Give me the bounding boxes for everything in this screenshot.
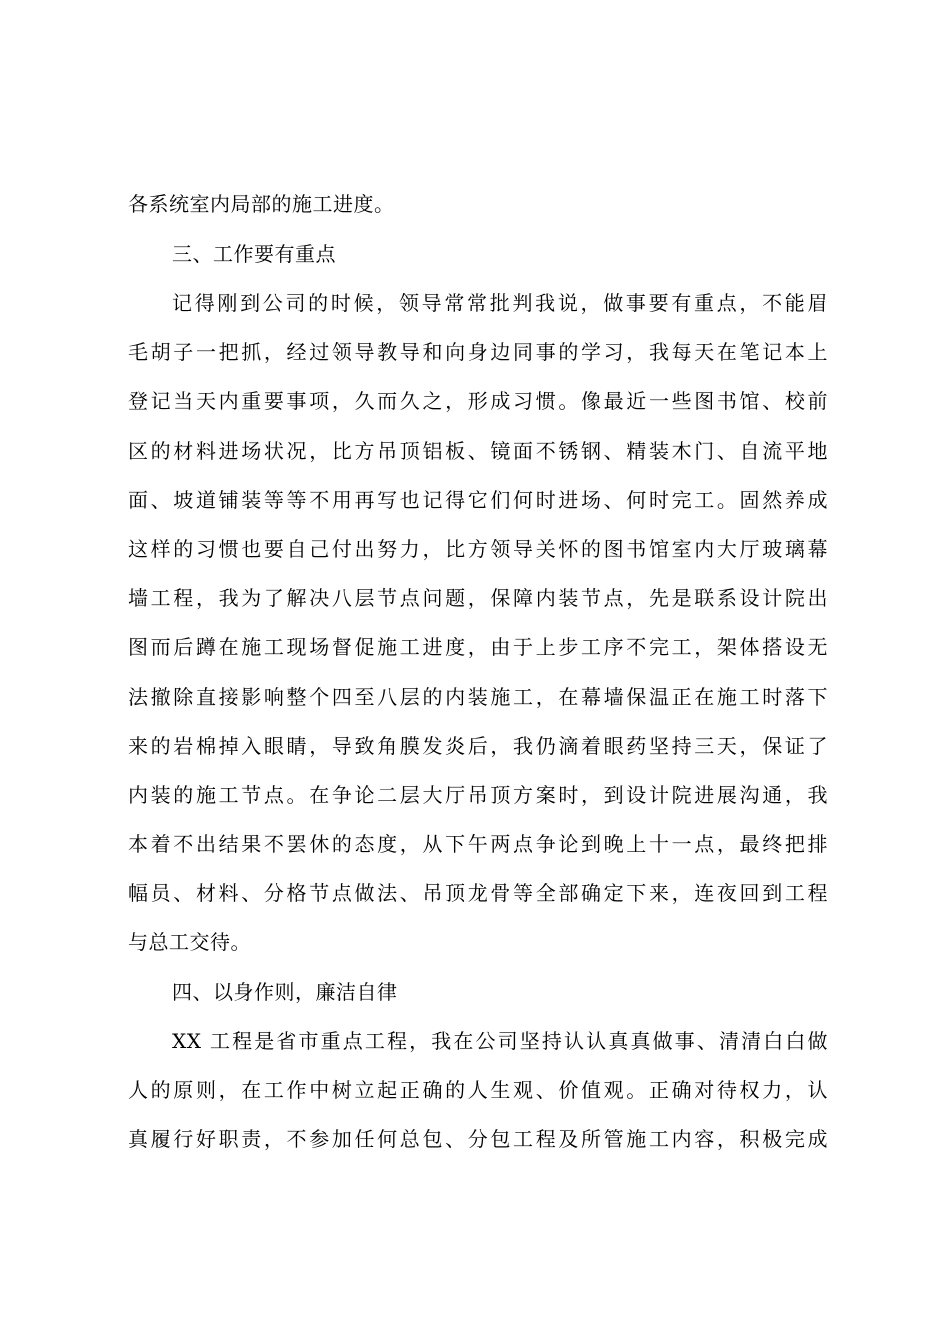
text-line: 人的原则，在工作中树立起正确的人生观、价值观。正确对待权力，认 (128, 1078, 828, 1102)
text-line: 内装的施工节点。在争论二层大厅吊顶方案时，到设计院进展沟通，我 (128, 783, 828, 807)
text-line: 图而后蹲在施工现场督促施工进度，由于上步工序不完工，架体搭设无 (128, 635, 828, 659)
text-line: 这样的习惯也要自己付出努力，比方领导关怀的图书馆室内大厅玻璃幕 (128, 537, 828, 561)
section-heading: 四、以身作则，廉洁自律 (172, 980, 398, 1004)
text-line: 登记当天内重要事项，久而久之，形成习惯。像最近一些图书馆、校前 (128, 389, 828, 413)
text-line: 来的岩棉掉入眼睛，导致角膜发炎后，我仍滴着眼药坚持三天，保证了 (128, 734, 828, 758)
text-line: 区的材料进场状况，比方吊顶铝板、镜面不锈钢、精装木门、自流平地 (128, 439, 828, 463)
text-line: 幅员、材料、分格节点做法、吊顶龙骨等全部确定下来，连夜回到工程 (128, 881, 828, 905)
text-line: 墙工程，我为了解决八层节点问题，保障内装节点，先是联系设计院出 (128, 586, 828, 610)
text-line: 毛胡子一把抓，经过领导教导和向身边同事的学习，我每天在笔记本上 (128, 340, 828, 364)
text-line: 本着不出结果不罢休的态度，从下午两点争论到晚上十一点，最终把排 (128, 832, 828, 856)
text-line: 各系统室内局部的施工进度。 (128, 192, 395, 216)
section-heading: 三、工作要有重点 (172, 242, 336, 266)
text-line: 面、坡道铺装等等不用再写也记得它们何时进场、何时完工。固然养成 (128, 488, 828, 512)
text-line: 真履行好职责，不参加任何总包、分包工程及所管施工内容，积极完成 (128, 1127, 828, 1151)
text-line: XX 工程是省市重点工程，我在公司坚持认认真真做事、清清白白做 (172, 1029, 828, 1053)
text-line: 与总工交待。 (128, 930, 251, 954)
text-line: 法撤除直接影响整个四至八层的内装施工，在幕墙保温正在施工时落下 (128, 685, 828, 709)
text-line: 记得刚到公司的时候，领导常常批判我说，做事要有重点，不能眉 (172, 291, 828, 315)
